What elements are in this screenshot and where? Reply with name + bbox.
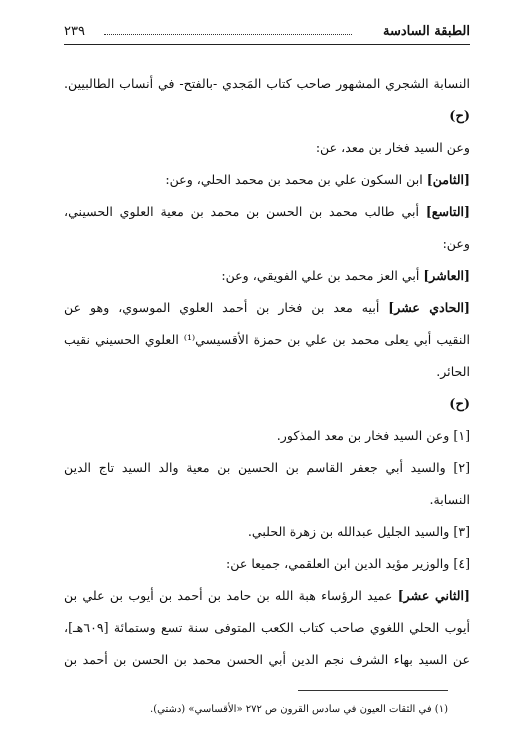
- text-line: [64, 198, 470, 226]
- line-text: النسابة الشجري المشهور صاحب كتاب المَجدي -بالفتح- في أنساب الطالبيين.: [64, 76, 470, 91]
- text-line: [64, 454, 470, 482]
- section-label: [الثامن]: [426, 172, 470, 187]
- footnote-rule: [298, 690, 448, 691]
- line-text: عن السيد بهاء الشرف نجم الدين أبي الحسن محمد بن الحسن بن أحمد بن: [64, 652, 470, 667]
- section-label: [العاشر]: [423, 268, 470, 283]
- text-line: [64, 358, 470, 386]
- leader-dots: [104, 34, 352, 35]
- footnote: (١) في الثقات العيون في سادس القرون ص ٢٧٢ «الأقساسي» (دشتي).: [150, 704, 448, 715]
- text-line: [64, 294, 470, 322]
- text-line: [64, 422, 470, 450]
- section-label: [التاسع]: [425, 204, 470, 219]
- line-text: [٤] والوزير مؤيد الدين ابن العلقمي، جميعا عن:: [226, 556, 470, 571]
- line-text: وعن السيد فخار بن معد، عن:: [315, 140, 470, 155]
- text-line: [64, 518, 470, 546]
- chapter-title: الطبقة السادسة: [382, 24, 470, 39]
- line-text: أبيه معد بن فخار بن أحمد العلوي الموسوي، وهو عن: [64, 300, 389, 315]
- text-line: [64, 582, 470, 610]
- text-line: [64, 166, 470, 194]
- text-line: [64, 550, 470, 578]
- line-text: النسابة.: [429, 492, 470, 507]
- line-text: [٢] والسيد أبي جعفر القاسم بن الحسين بن معية والد السيد تاج الدين: [64, 460, 470, 475]
- text-line: [64, 70, 470, 98]
- text-line: [64, 390, 470, 418]
- line-text: النقيب أبي يعلى محمد بن علي بن حمزة الأقسيسي⁽¹⁾ العلوي الحسيني نقيب: [64, 332, 470, 347]
- line-text: أيوب الحلي اللغوي صاحب كتاب الكعب المتوفى سنة تسع وستمائة [٦٠٩هـ]،: [64, 620, 470, 635]
- section-label: [الحادي عشر]: [388, 300, 470, 315]
- running-header: [64, 22, 470, 42]
- text-line: [64, 614, 470, 642]
- text-line: [64, 102, 470, 130]
- line-text: أبي العز محمد بن علي الفويقي، وعن:: [221, 268, 424, 283]
- text-line: [64, 134, 470, 162]
- text-line: [64, 262, 470, 290]
- text-line: [64, 230, 470, 258]
- section-label: [الثاني عشر]: [397, 588, 470, 603]
- text-line: [64, 326, 470, 354]
- ha-marker: (ح): [449, 109, 470, 124]
- line-text: [١] وعن السيد فخار بن معد المذكور.: [276, 428, 470, 443]
- line-text: الحائر.: [436, 364, 470, 379]
- page-number: ٢٣٩: [64, 24, 85, 39]
- text-line: [64, 486, 470, 514]
- header-rule: [64, 44, 470, 45]
- line-text: [٣] والسيد الجليل عبدالله بن زهرة الحلبي.: [247, 524, 470, 539]
- line-text: وعن:: [442, 236, 470, 251]
- ha-marker: (ح): [449, 397, 470, 412]
- text-line: [64, 646, 470, 674]
- line-text: عميد الرؤساء هبة الله بن حامد بن أحمد بن أيوب بن علي بن: [64, 588, 398, 603]
- line-text: ابن السكون علي بن محمد بن محمد الحلي، وعن:: [165, 172, 427, 187]
- line-text: أبي طالب محمد بن الحسن بن محمد بن معية العلوي الحسيني،: [64, 204, 426, 219]
